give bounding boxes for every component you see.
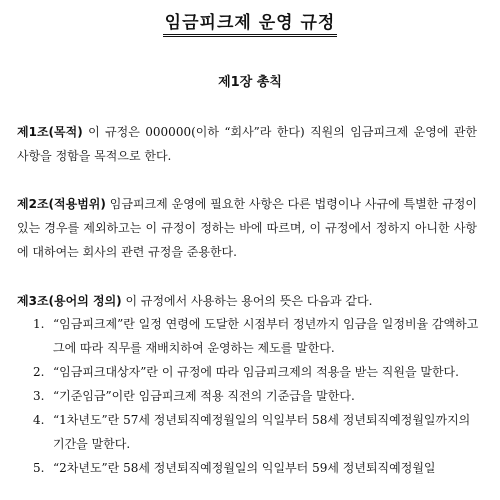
list-item-number: 1. bbox=[33, 317, 45, 331]
list-item bbox=[33, 360, 479, 384]
list-item-number: 2. bbox=[33, 365, 45, 379]
article-body: 임금피크제 운영에 필요한 사항은 다른 법령이나 사규에 특별한 규정이 있는 경우를 제외하고는 이 규정이 정하는 바에 따르며, 이 규정에서 정하지 아니한 사항에 대하여는 회사의 관련 규정을 준용한다. bbox=[17, 197, 477, 259]
list-item-text: “기준임금”이란 임금피크제 적용 직전의 기준급을 말한다. bbox=[53, 389, 355, 403]
list-item bbox=[33, 384, 479, 408]
article-heading: 제1조(목적) bbox=[17, 125, 83, 139]
article-body: 이 규정은 000000(이하 “회사”라 한다) 직원의 임금피크제 운영에 관한 사항을 정함을 목적으로 한다. bbox=[17, 125, 477, 163]
list-item-number: 4. bbox=[33, 413, 45, 427]
list-item bbox=[33, 456, 479, 480]
document-title bbox=[0, 8, 500, 37]
article-body: 이 규정에서 사용하는 용어의 뜻은 다음과 같다. bbox=[121, 294, 373, 308]
chapter-heading: 제1장 총칙 bbox=[218, 75, 282, 90]
article-heading: 제3조(용어의 정의) bbox=[17, 294, 122, 308]
list-item-number: 3. bbox=[33, 389, 45, 403]
list-item bbox=[33, 312, 479, 360]
list-item bbox=[33, 408, 479, 456]
list-item-text: “임금피크대상자”란 이 규정에 따라 임금피크제의 적용을 받는 직원을 말한다. bbox=[53, 365, 459, 379]
list-item-text: “2차년도”란 58세 정년퇴직예정월일의 익일부터 59세 정년퇴직예정월일 bbox=[53, 461, 436, 475]
definition-list bbox=[33, 312, 479, 480]
list-item-number: 5. bbox=[33, 461, 45, 475]
document-title-text: 임금피크제 운영 규정 bbox=[163, 8, 338, 37]
list-item-text: “임금피크제”란 일정 연령에 도달한 시점부터 정년까지 임금을 일정비율 감액하고 그에 따라 직무를 재배치하여 운영하는 제도를 말한다. bbox=[53, 317, 479, 355]
article-1 bbox=[17, 120, 477, 168]
list-item-text: “1차년도”란 57세 정년퇴직예정월일의 익일부터 58세 정년퇴직예정월일까지의 기간을 말한다. bbox=[53, 413, 471, 451]
article-2 bbox=[17, 192, 477, 264]
article-3 bbox=[17, 289, 477, 313]
article-heading: 제2조(적용범위) bbox=[17, 197, 106, 211]
